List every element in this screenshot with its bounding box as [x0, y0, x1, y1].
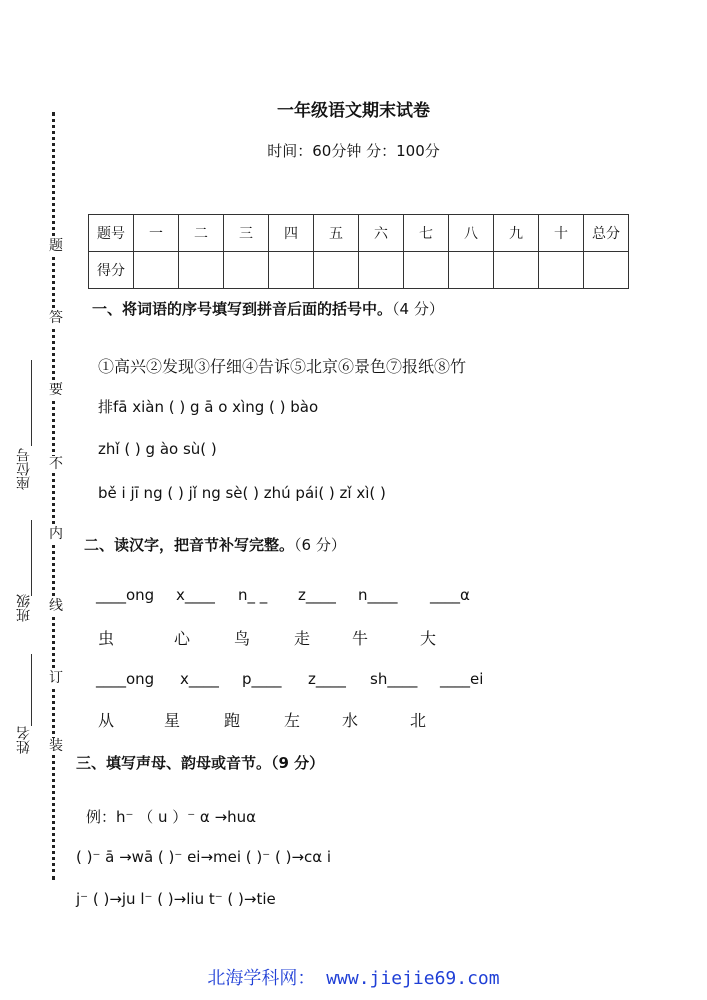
score-table	[88, 214, 629, 289]
hanzi-character: 左	[284, 711, 301, 730]
binding-char: 订	[49, 670, 63, 686]
score-entry-cell[interactable]	[314, 252, 359, 289]
binding-char: 题	[49, 238, 63, 254]
hanzi-character: 跑	[224, 711, 241, 730]
table-cell: 八	[449, 215, 494, 252]
class-blank	[31, 520, 32, 596]
section-1-word-list: ①高兴②发现③仔细④告诉⑤北京⑥景色⑦报纸⑧竹	[98, 357, 467, 376]
section-1-title: 一、将词语的序号填写到拼音后面的括号中。	[92, 300, 393, 318]
binding-char: 线	[49, 598, 63, 614]
section-3-heading	[76, 752, 324, 773]
pinyin-blank: n_ _	[238, 586, 268, 604]
score-entry-cell[interactable]	[134, 252, 179, 289]
pinyin-blank: z____	[308, 670, 346, 688]
pinyin-blank: z____	[298, 586, 336, 604]
page-title: 一年级语文期末试卷	[277, 101, 430, 121]
score-entry-cell[interactable]	[179, 252, 224, 289]
score-entry-cell[interactable]	[269, 252, 314, 289]
table-cell: 一	[134, 215, 179, 252]
section-3-points: （9 分）	[271, 754, 325, 772]
section-1-heading	[92, 298, 444, 319]
binding-char: 要	[49, 382, 63, 398]
score-entry-cell[interactable]	[584, 252, 629, 289]
section-1-points: （4 分）	[392, 300, 444, 318]
binding-dotted-line	[52, 112, 55, 880]
pinyin-blank: ____α	[430, 586, 470, 604]
section-1-line: bě i jī ng ( ) jǐ ng sè( ) zhú pái( ) zǐ xì( )	[98, 484, 386, 502]
table-cell: 十	[539, 215, 584, 252]
table-cell: 得分	[89, 252, 134, 289]
table-cell: 七	[404, 215, 449, 252]
pinyin-blank: sh____	[370, 670, 418, 688]
score-entry-cell[interactable]	[539, 252, 584, 289]
score-entry-cell[interactable]	[224, 252, 269, 289]
binding-char: 答	[49, 310, 63, 326]
name-label: 姓名	[16, 726, 32, 754]
section-3-title: 三、填写声母、韵母或音节。	[76, 754, 272, 772]
hanzi-character: 走	[294, 629, 311, 648]
hanzi-character: 从	[98, 711, 115, 730]
hanzi-character: 虫	[98, 629, 115, 648]
section-3-line: ( )⁻ ā →wā ( )⁻ ei→mei ( )⁻ ( )→cα i	[76, 848, 332, 866]
hanzi-character: 牛	[352, 629, 369, 648]
pinyin-blank: ____ong	[96, 670, 155, 688]
footer-watermark: 北海学科网： www.jiejie69.com	[207, 968, 500, 989]
hanzi-character: 水	[342, 711, 359, 730]
class-label: 班级	[16, 594, 32, 622]
table-cell: 三	[224, 215, 269, 252]
hanzi-character: 心	[174, 629, 191, 648]
table-cell: 总分	[584, 215, 629, 252]
table-cell: 四	[269, 215, 314, 252]
score-entry-cell[interactable]	[449, 252, 494, 289]
section-3-example: 例：h⁻ （ u ）⁻ α →huα	[86, 808, 257, 826]
hanzi-character: 鸟	[234, 629, 251, 648]
section-2-title: 二、读汉字，把音节补写完整。	[84, 536, 295, 554]
score-entry-cell[interactable]	[494, 252, 539, 289]
hanzi-character: 北	[410, 711, 427, 730]
pinyin-blank: x____	[180, 670, 219, 688]
score-table-score-row	[89, 252, 629, 289]
table-cell: 六	[359, 215, 404, 252]
table-cell: 题号	[89, 215, 134, 252]
section-1-line: zhǐ ( ) g ào sù( )	[98, 440, 217, 458]
seat-number-blank	[31, 360, 32, 446]
score-entry-cell[interactable]	[359, 252, 404, 289]
binding-char: 内	[49, 526, 63, 542]
hanzi-character: 星	[164, 711, 181, 730]
score-table-header-row	[89, 215, 629, 252]
table-cell: 九	[494, 215, 539, 252]
pinyin-blank: ____ei	[440, 670, 484, 688]
section-1-line: 排fā xiàn ( ) g ā o xìng ( ) bào	[98, 398, 319, 416]
table-cell: 五	[314, 215, 359, 252]
pinyin-blank: p____	[242, 670, 282, 688]
binding-char: 不	[49, 456, 63, 472]
score-entry-cell[interactable]	[404, 252, 449, 289]
pinyin-blank: x____	[176, 586, 215, 604]
seat-number-label: 座位号	[16, 448, 32, 490]
section-2-heading	[84, 534, 346, 555]
exam-info: 时间：60分钟 分：100分	[267, 142, 440, 160]
pinyin-blank: n____	[358, 586, 398, 604]
section-2-points: （6 分）	[294, 536, 346, 554]
section-3-line: j⁻ ( )→ju l⁻ ( )→liu t⁻ ( )→tie	[76, 890, 276, 908]
hanzi-character: 大	[420, 629, 437, 648]
pinyin-blank: ____ong	[96, 586, 155, 604]
name-blank	[31, 654, 32, 726]
binding-char: 装	[49, 738, 63, 754]
table-cell: 二	[179, 215, 224, 252]
